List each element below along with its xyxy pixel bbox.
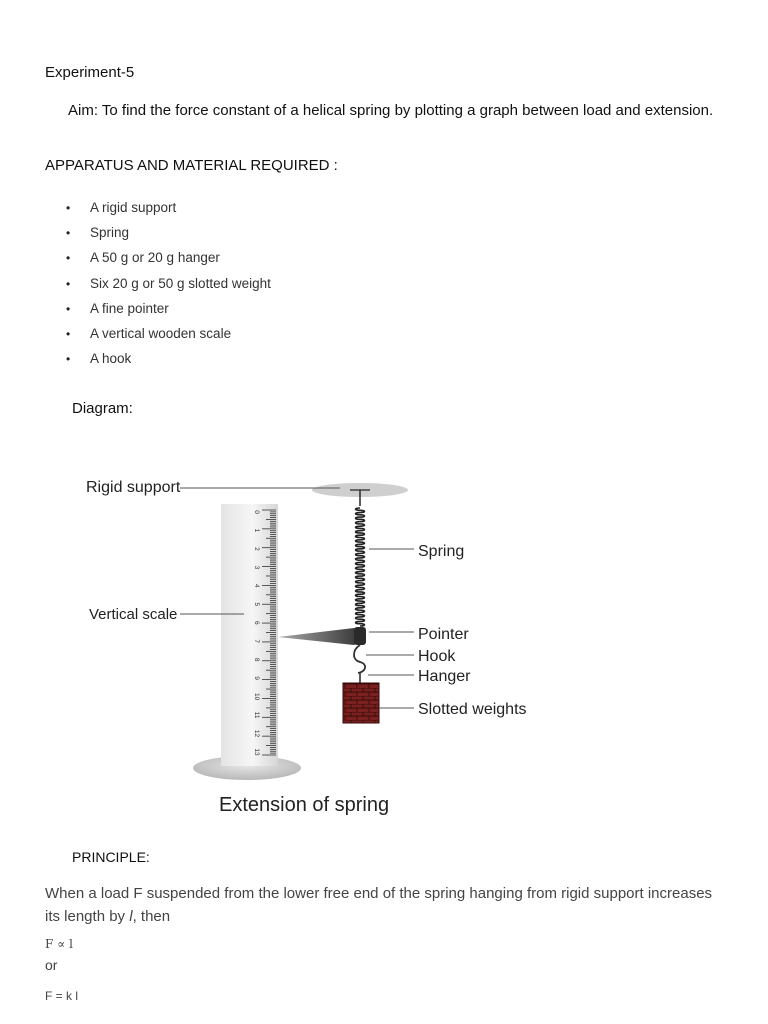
slotted-weights bbox=[343, 683, 379, 723]
scale-number: 12 bbox=[253, 729, 260, 738]
diagram-heading: Diagram: bbox=[72, 400, 133, 417]
scale-number: 9 bbox=[253, 676, 260, 680]
label-spring: Spring bbox=[418, 543, 465, 560]
scale-number: 5 bbox=[253, 602, 260, 607]
list-item: • Spring bbox=[66, 225, 130, 241]
apparatus-heading: APPARATUS AND MATERIAL REQUIRED : bbox=[45, 157, 338, 174]
or-text: or bbox=[45, 957, 58, 973]
diagram-caption: Extension of spring bbox=[219, 794, 390, 816]
scale-number: 10 bbox=[253, 692, 260, 701]
label-pointer: Pointer bbox=[418, 626, 469, 643]
scale-number: 7 bbox=[253, 639, 260, 644]
list-item: • A vertical wooden scale bbox=[66, 325, 232, 341]
list-item: • A hook bbox=[66, 351, 132, 367]
scale-number: 8 bbox=[253, 657, 260, 662]
pointer bbox=[278, 628, 362, 645]
scale-number: 6 bbox=[253, 620, 260, 625]
label-slotted-weights: Slotted weights bbox=[418, 701, 527, 718]
label-vertical-scale: Vertical scale bbox=[89, 606, 178, 623]
aim-text: Aim: To find the force constant of a helical spring by plotting a graph between load and extension. bbox=[68, 102, 714, 119]
list-item: • A rigid support bbox=[66, 200, 177, 215]
label-rigid-support: Rigid support bbox=[86, 479, 181, 496]
experiment-title: Experiment-5 bbox=[45, 64, 135, 81]
equation-proportional: F ∝ l bbox=[45, 937, 73, 951]
scale-number: 3 bbox=[253, 565, 260, 570]
list-item: • A 50 g or 20 g hanger bbox=[66, 250, 220, 266]
list-item: • Six 20 g or 50 g slotted weight bbox=[66, 275, 271, 291]
label-hanger: Hanger bbox=[418, 668, 471, 685]
label-hook: Hook bbox=[418, 648, 456, 665]
scale-number: 4 bbox=[253, 584, 260, 588]
equation-hookes-law: F = k l bbox=[45, 989, 79, 1003]
scale-number: 11 bbox=[253, 711, 260, 719]
principle-heading: PRINCIPLE: bbox=[72, 849, 150, 865]
scale-number: 0 bbox=[253, 510, 260, 514]
hook-shape bbox=[354, 645, 365, 673]
principle-text: When a load F suspended from the lower free end of the spring hanging from rigid support increases its length by l, then bbox=[45, 885, 713, 925]
list-item: • A fine pointer bbox=[66, 300, 169, 316]
spring-path bbox=[356, 508, 365, 626]
scale-number: 2 bbox=[253, 547, 260, 551]
spring-coil bbox=[356, 508, 365, 626]
scale-number: 13 bbox=[253, 748, 260, 756]
scale-number: 1 bbox=[253, 528, 260, 533]
